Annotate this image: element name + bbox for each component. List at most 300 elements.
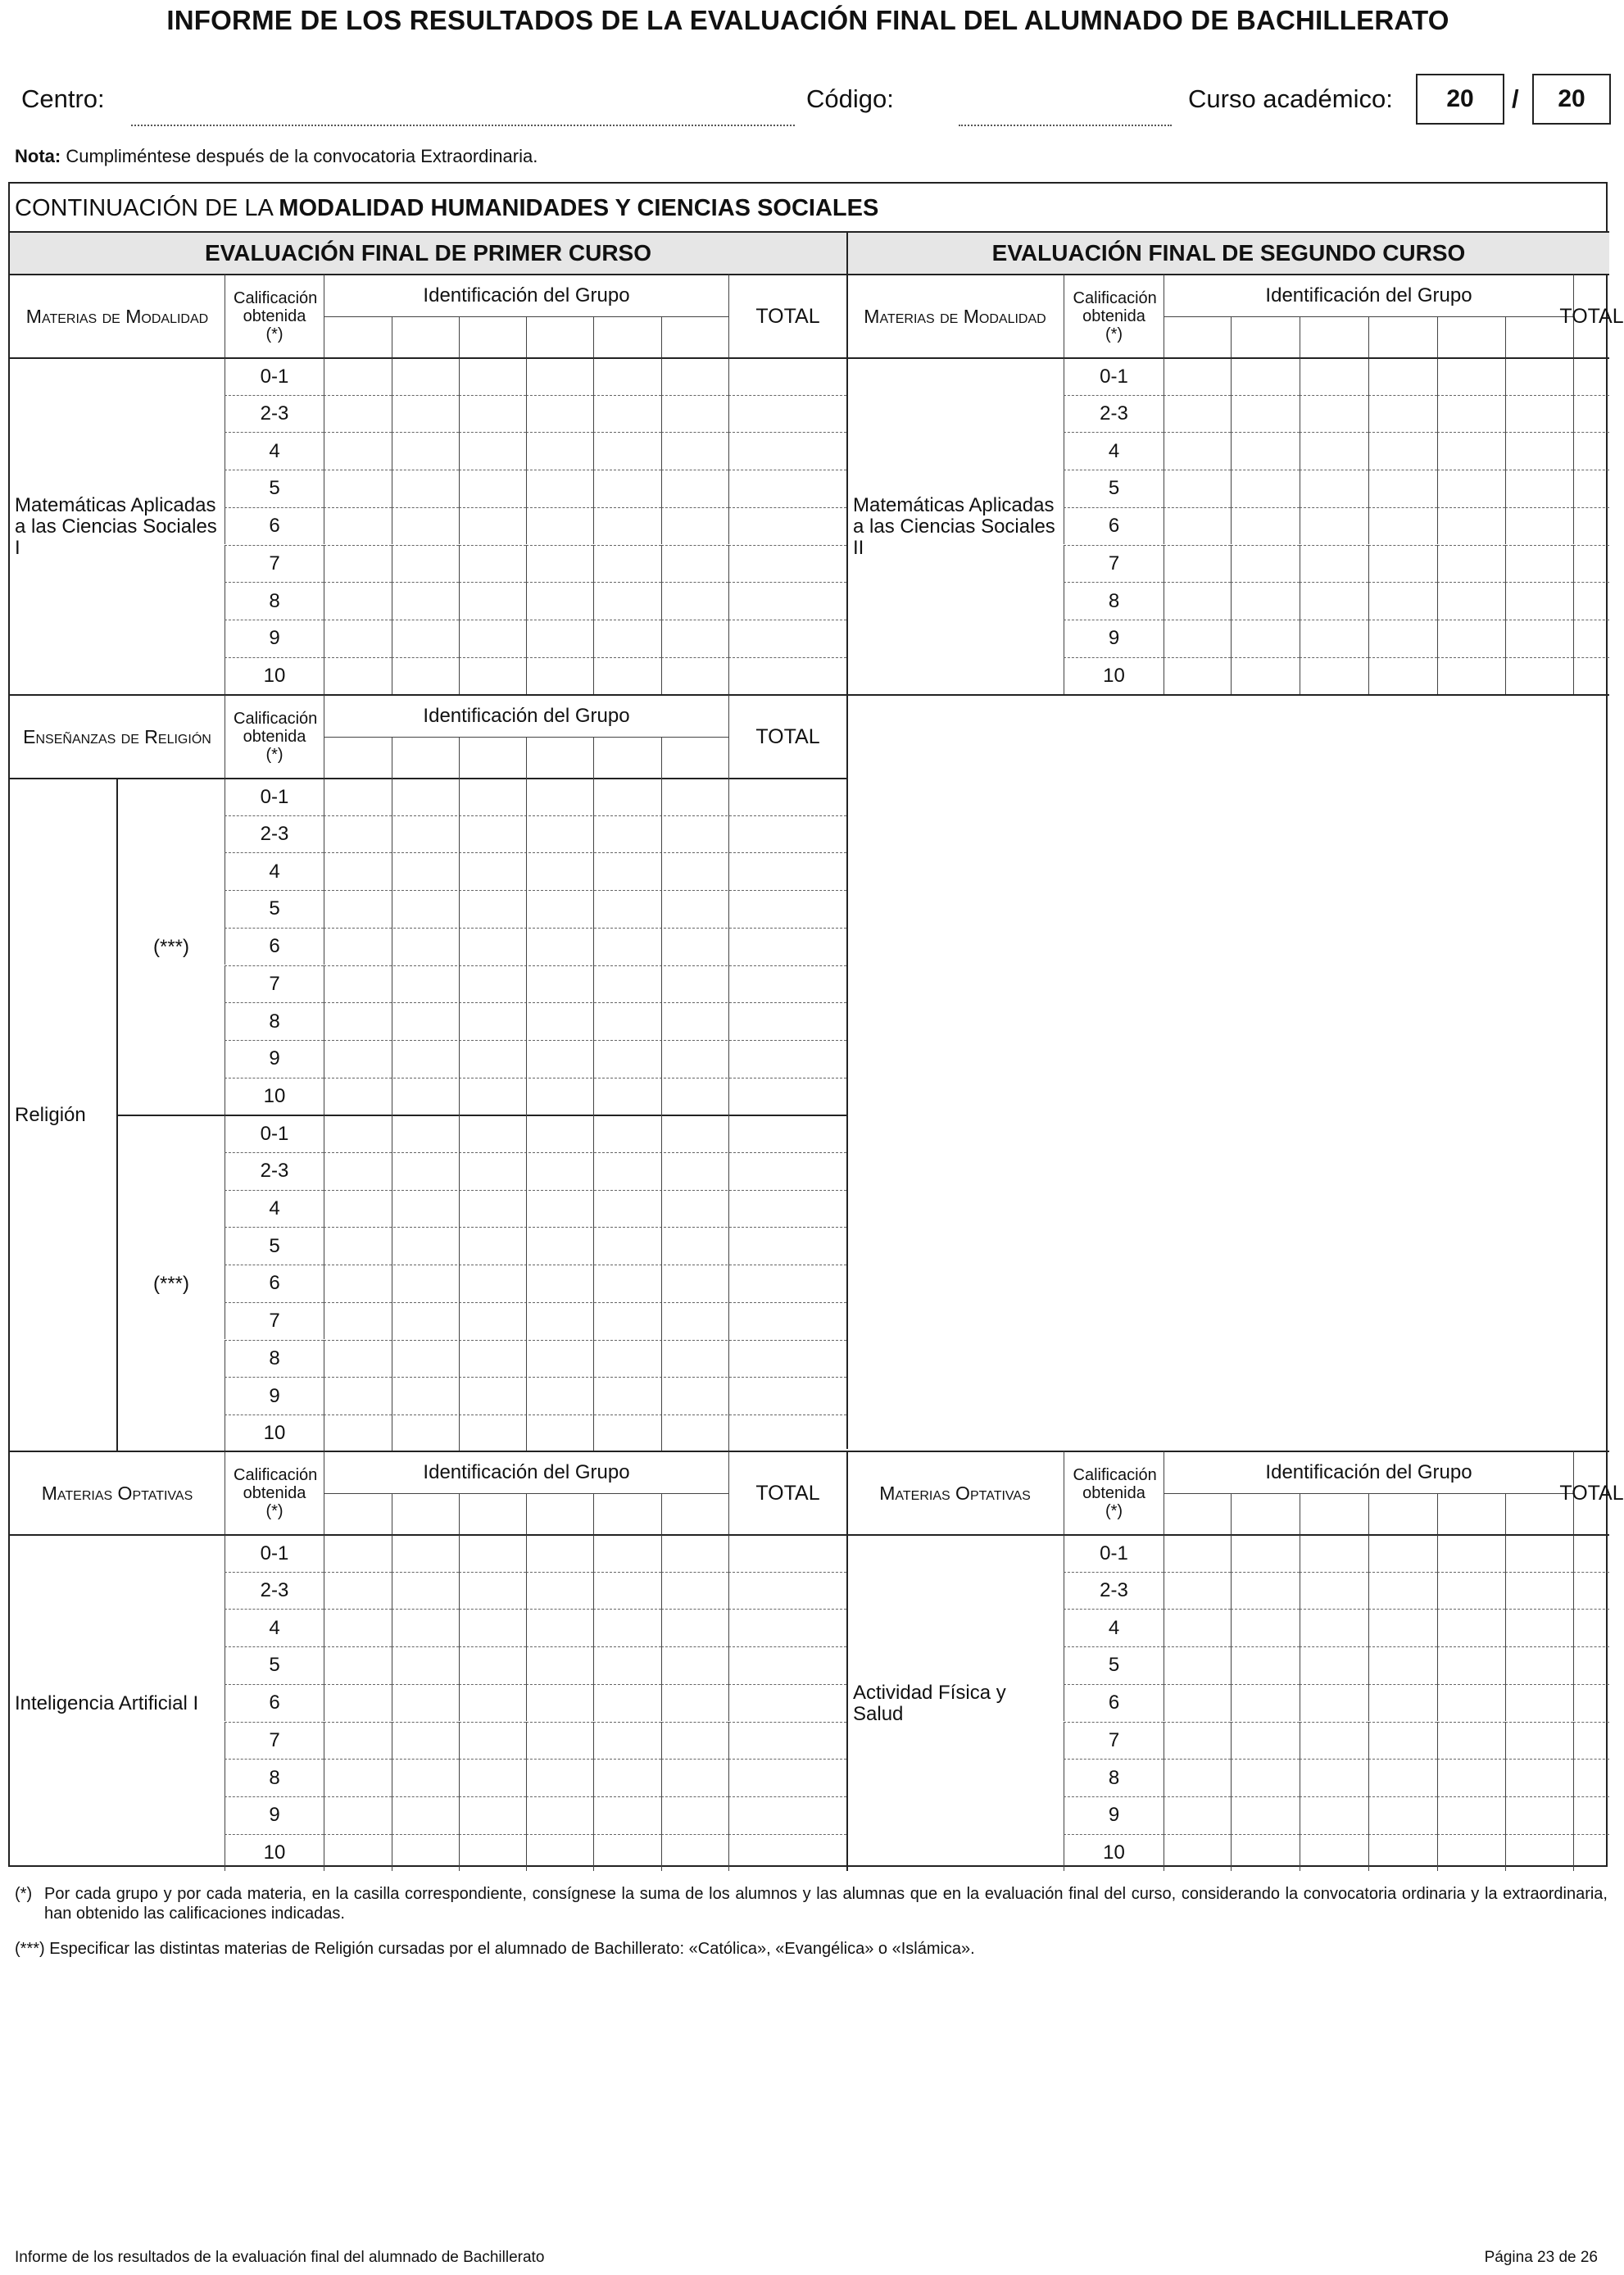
modalidad-1-cell[interactable] (392, 357, 459, 395)
modalidad-2-cell[interactable] (1164, 657, 1231, 695)
modalidad-2-cell[interactable] (1231, 357, 1300, 395)
modalidad-1-cell[interactable] (459, 657, 526, 695)
optativa-2-cell[interactable] (1368, 1572, 1437, 1610)
optativa-2-cell[interactable] (1505, 1572, 1573, 1610)
modalidad-1-cell[interactable] (526, 582, 593, 620)
optativa-2-cell[interactable] (1164, 1646, 1231, 1684)
modalidad-1-cell[interactable] (392, 507, 459, 545)
modalidad-1-cell[interactable] (392, 470, 459, 507)
modalidad-2-cell[interactable] (1437, 470, 1505, 507)
modalidad-2-cell[interactable] (1368, 620, 1437, 657)
optativa-2-cell[interactable] (1437, 1609, 1505, 1646)
optativa-2-cell[interactable] (1368, 1534, 1437, 1572)
modalidad-2-cell[interactable] (1505, 620, 1573, 657)
modalidad-1-cell[interactable] (526, 545, 593, 583)
optativa-1-cell[interactable] (392, 1572, 459, 1610)
modalidad-2-cell[interactable] (1505, 470, 1573, 507)
optativa-2-cell[interactable] (1437, 1684, 1505, 1722)
modalidad-2-cell[interactable] (1505, 657, 1573, 695)
optativa-1-cell[interactable] (593, 1684, 661, 1722)
modalidad-2-cell[interactable] (1231, 657, 1300, 695)
optativa-1-total-cell[interactable] (728, 1796, 846, 1834)
optativa-1-cell[interactable] (392, 1609, 459, 1646)
optativa-2-cell[interactable] (1231, 1534, 1300, 1572)
modalidad-1-cell[interactable] (324, 432, 392, 470)
religion-row-cells[interactable] (324, 815, 846, 853)
modalidad-2-group-col-2[interactable] (1231, 316, 1300, 357)
optativa-2-cell[interactable] (1368, 1796, 1437, 1834)
optativa-2-cell[interactable] (1231, 1609, 1300, 1646)
optativa-2-cell[interactable] (1505, 1834, 1573, 1872)
modalidad-2-total-cell[interactable] (1573, 432, 1609, 470)
optativa-2-cell[interactable] (1231, 1834, 1300, 1872)
optativa-1-cell[interactable] (459, 1684, 526, 1722)
modalidad-2-cell[interactable] (1505, 545, 1573, 583)
optativa-2-cell[interactable] (1300, 1646, 1368, 1684)
modalidad-1-cell[interactable] (661, 432, 728, 470)
optativa-2-cell[interactable] (1231, 1759, 1300, 1796)
modalidad-2-cell[interactable] (1437, 432, 1505, 470)
modalidad-1-cell[interactable] (459, 620, 526, 657)
modalidad-2-cell[interactable] (1437, 620, 1505, 657)
optativa-2-total-cell[interactable] (1573, 1609, 1609, 1646)
religion-group-col-2[interactable] (392, 737, 459, 778)
religion-row-cells[interactable] (324, 1040, 846, 1078)
optativa-1-cell[interactable] (661, 1684, 728, 1722)
modalidad-2-cell[interactable] (1164, 620, 1231, 657)
optativa-1-cell[interactable] (459, 1646, 526, 1684)
optativa-1-cell[interactable] (392, 1684, 459, 1722)
optativa-1-cell[interactable] (593, 1646, 661, 1684)
optativa-1-total-cell[interactable] (728, 1834, 846, 1872)
optativa-1-total-cell[interactable] (728, 1609, 846, 1646)
optativa-1-cell[interactable] (392, 1796, 459, 1834)
optativa-1-group-col-3[interactable] (459, 1493, 526, 1534)
optativa-1-cell[interactable] (526, 1759, 593, 1796)
optativa-2-cell[interactable] (1505, 1534, 1573, 1572)
modalidad-2-cell[interactable] (1164, 432, 1231, 470)
centro-field[interactable] (131, 125, 795, 126)
optativa-1-cell[interactable] (526, 1796, 593, 1834)
optativa-2-cell[interactable] (1300, 1796, 1368, 1834)
modalidad-1-cell[interactable] (526, 470, 593, 507)
modalidad-2-group-col-3[interactable] (1300, 316, 1368, 357)
modalidad-1-cell[interactable] (459, 582, 526, 620)
modalidad-2-cell[interactable] (1300, 657, 1368, 695)
modalidad-2-cell[interactable] (1368, 657, 1437, 695)
optativa-1-total-cell[interactable] (728, 1722, 846, 1760)
optativa-2-total-cell[interactable] (1573, 1572, 1609, 1610)
modalidad-2-cell[interactable] (1231, 545, 1300, 583)
optativa-2-cell[interactable] (1505, 1722, 1573, 1760)
modalidad-2-cell[interactable] (1164, 395, 1231, 433)
modalidad-2-total-cell[interactable] (1573, 507, 1609, 545)
religion-group-col-4[interactable] (526, 737, 593, 778)
optativa-2-cell[interactable] (1300, 1834, 1368, 1872)
modalidad-1-cell[interactable] (459, 470, 526, 507)
religion-group-col-3[interactable] (459, 737, 526, 778)
modalidad-1-cell[interactable] (593, 432, 661, 470)
optativa-2-cell[interactable] (1231, 1684, 1300, 1722)
optativa-1-cell[interactable] (459, 1759, 526, 1796)
optativa-1-cell[interactable] (392, 1646, 459, 1684)
modalidad-2-group-col-4[interactable] (1368, 316, 1437, 357)
optativa-2-cell[interactable] (1300, 1759, 1368, 1796)
religion-row-cells[interactable] (324, 1340, 846, 1378)
modalidad-1-cell[interactable] (392, 620, 459, 657)
optativa-1-cell[interactable] (661, 1609, 728, 1646)
modalidad-2-cell[interactable] (1368, 432, 1437, 470)
optativa-1-group-col-2[interactable] (392, 1493, 459, 1534)
optativa-1-cell[interactable] (392, 1534, 459, 1572)
modalidad-1-cell[interactable] (392, 432, 459, 470)
religion-group-col-6[interactable] (661, 737, 728, 778)
modalidad-2-cell[interactable] (1300, 432, 1368, 470)
codigo-field[interactable] (959, 125, 1172, 126)
modalidad-1-cell[interactable] (324, 395, 392, 433)
modalidad-1-cell[interactable] (324, 357, 392, 395)
optativa-2-cell[interactable] (1437, 1834, 1505, 1872)
modalidad-1-cell[interactable] (661, 357, 728, 395)
optativa-1-cell[interactable] (526, 1534, 593, 1572)
optativa-1-cell[interactable] (593, 1609, 661, 1646)
modalidad-2-cell[interactable] (1300, 507, 1368, 545)
optativa-2-cell[interactable] (1368, 1834, 1437, 1872)
religion-row-cells[interactable] (324, 1227, 846, 1265)
modalidad-1-cell[interactable] (459, 507, 526, 545)
optativa-1-cell[interactable] (593, 1834, 661, 1872)
religion-row-cells[interactable] (324, 965, 846, 1003)
modalidad-2-group-col-5[interactable] (1437, 316, 1505, 357)
optativa-1-cell[interactable] (593, 1722, 661, 1760)
year-end-field[interactable]: 20 (1532, 74, 1611, 125)
optativa-1-cell[interactable] (593, 1796, 661, 1834)
modalidad-1-total-cell[interactable] (728, 657, 846, 695)
modalidad-1-cell[interactable] (459, 357, 526, 395)
optativa-1-cell[interactable] (459, 1796, 526, 1834)
religion-row-cells[interactable] (324, 890, 846, 928)
optativa-2-cell[interactable] (1368, 1684, 1437, 1722)
modalidad-2-total-cell[interactable] (1573, 395, 1609, 433)
optativa-1-cell[interactable] (661, 1534, 728, 1572)
modalidad-1-cell[interactable] (661, 545, 728, 583)
optativa-2-total-cell[interactable] (1573, 1834, 1609, 1872)
optativa-1-cell[interactable] (392, 1759, 459, 1796)
optativa-2-total-cell[interactable] (1573, 1684, 1609, 1722)
optativa-1-cell[interactable] (324, 1534, 392, 1572)
modalidad-1-cell[interactable] (593, 470, 661, 507)
religion-row-cells[interactable] (324, 1190, 846, 1228)
modalidad-2-cell[interactable] (1231, 620, 1300, 657)
modalidad-1-cell[interactable] (459, 545, 526, 583)
optativa-1-cell[interactable] (324, 1646, 392, 1684)
modalidad-2-cell[interactable] (1368, 395, 1437, 433)
optativa-2-cell[interactable] (1231, 1722, 1300, 1760)
optativa-1-group-col-4[interactable] (526, 1493, 593, 1534)
optativa-2-group-col-3[interactable] (1300, 1493, 1368, 1534)
optativa-2-cell[interactable] (1505, 1609, 1573, 1646)
religion-row-cells[interactable] (324, 1002, 846, 1040)
optativa-1-cell[interactable] (661, 1796, 728, 1834)
modalidad-1-group-col-1[interactable] (324, 316, 392, 357)
modalidad-1-cell[interactable] (324, 470, 392, 507)
modalidad-2-group-col-1[interactable] (1164, 316, 1231, 357)
religion-row-cells[interactable] (324, 1078, 846, 1115)
religion-row-cells[interactable] (324, 778, 846, 815)
religion-row-cells[interactable] (324, 1115, 846, 1152)
modalidad-1-cell[interactable] (526, 357, 593, 395)
optativa-1-cell[interactable] (459, 1534, 526, 1572)
modalidad-2-cell[interactable] (1231, 507, 1300, 545)
optativa-2-cell[interactable] (1505, 1759, 1573, 1796)
optativa-1-total-cell[interactable] (728, 1646, 846, 1684)
religion-row-cells[interactable] (324, 852, 846, 890)
optativa-2-cell[interactable] (1164, 1759, 1231, 1796)
optativa-1-group-col-6[interactable] (661, 1493, 728, 1534)
optativa-1-cell[interactable] (324, 1834, 392, 1872)
modalidad-1-total-cell[interactable] (728, 395, 846, 433)
optativa-2-cell[interactable] (1437, 1759, 1505, 1796)
modalidad-1-group-col-6[interactable] (661, 316, 728, 357)
modalidad-2-cell[interactable] (1368, 357, 1437, 395)
optativa-1-cell[interactable] (661, 1722, 728, 1760)
modalidad-1-cell[interactable] (593, 395, 661, 433)
optativa-2-cell[interactable] (1300, 1684, 1368, 1722)
modalidad-1-cell[interactable] (526, 620, 593, 657)
optativa-2-cell[interactable] (1300, 1534, 1368, 1572)
modalidad-2-total-cell[interactable] (1573, 545, 1609, 583)
modalidad-2-cell[interactable] (1300, 545, 1368, 583)
optativa-2-cell[interactable] (1164, 1796, 1231, 1834)
religion-row-cells[interactable] (324, 1414, 846, 1452)
optativa-2-cell[interactable] (1437, 1646, 1505, 1684)
modalidad-1-cell[interactable] (459, 395, 526, 433)
modalidad-1-group-col-3[interactable] (459, 316, 526, 357)
optativa-2-cell[interactable] (1368, 1759, 1437, 1796)
modalidad-2-cell[interactable] (1437, 582, 1505, 620)
optativa-2-cell[interactable] (1231, 1796, 1300, 1834)
optativa-2-cell[interactable] (1300, 1572, 1368, 1610)
optativa-2-cell[interactable] (1164, 1534, 1231, 1572)
religion-row-cells[interactable] (324, 1377, 846, 1414)
modalidad-1-total-cell[interactable] (728, 620, 846, 657)
modalidad-1-group-col-4[interactable] (526, 316, 593, 357)
optativa-1-cell[interactable] (459, 1834, 526, 1872)
modalidad-2-cell[interactable] (1437, 545, 1505, 583)
optativa-2-cell[interactable] (1437, 1572, 1505, 1610)
modalidad-1-cell[interactable] (324, 545, 392, 583)
modalidad-1-total-cell[interactable] (728, 507, 846, 545)
optativa-1-cell[interactable] (324, 1684, 392, 1722)
optativa-2-cell[interactable] (1231, 1572, 1300, 1610)
modalidad-2-cell[interactable] (1505, 432, 1573, 470)
modalidad-2-cell[interactable] (1164, 470, 1231, 507)
optativa-2-cell[interactable] (1368, 1609, 1437, 1646)
optativa-1-cell[interactable] (324, 1759, 392, 1796)
optativa-2-group-col-4[interactable] (1368, 1493, 1437, 1534)
optativa-1-cell[interactable] (593, 1759, 661, 1796)
modalidad-1-cell[interactable] (526, 395, 593, 433)
optativa-1-total-cell[interactable] (728, 1534, 846, 1572)
modalidad-1-cell[interactable] (661, 470, 728, 507)
modalidad-2-cell[interactable] (1437, 657, 1505, 695)
modalidad-2-cell[interactable] (1368, 507, 1437, 545)
modalidad-1-cell[interactable] (324, 582, 392, 620)
modalidad-1-cell[interactable] (593, 545, 661, 583)
optativa-1-cell[interactable] (526, 1684, 593, 1722)
modalidad-2-cell[interactable] (1300, 357, 1368, 395)
optativa-1-cell[interactable] (661, 1834, 728, 1872)
modalidad-2-cell[interactable] (1437, 357, 1505, 395)
religion-row-cells[interactable] (324, 1302, 846, 1340)
modalidad-2-cell[interactable] (1300, 620, 1368, 657)
optativa-2-cell[interactable] (1164, 1722, 1231, 1760)
religion-row-cells[interactable] (324, 1152, 846, 1190)
modalidad-2-cell[interactable] (1505, 395, 1573, 433)
modalidad-2-total-cell[interactable] (1573, 620, 1609, 657)
modalidad-1-cell[interactable] (593, 357, 661, 395)
optativa-2-total-cell[interactable] (1573, 1722, 1609, 1760)
optativa-2-total-cell[interactable] (1573, 1534, 1609, 1572)
modalidad-1-total-cell[interactable] (728, 470, 846, 507)
optativa-1-cell[interactable] (324, 1572, 392, 1610)
optativa-2-group-col-5[interactable] (1437, 1493, 1505, 1534)
modalidad-1-cell[interactable] (324, 657, 392, 695)
modalidad-1-cell[interactable] (593, 582, 661, 620)
optativa-1-cell[interactable] (526, 1609, 593, 1646)
modalidad-1-group-col-5[interactable] (593, 316, 661, 357)
modalidad-1-cell[interactable] (593, 657, 661, 695)
modalidad-2-cell[interactable] (1164, 507, 1231, 545)
optativa-2-cell[interactable] (1437, 1722, 1505, 1760)
modalidad-2-cell[interactable] (1300, 582, 1368, 620)
optativa-2-cell[interactable] (1164, 1609, 1231, 1646)
optativa-2-cell[interactable] (1300, 1722, 1368, 1760)
optativa-1-cell[interactable] (526, 1572, 593, 1610)
modalidad-1-cell[interactable] (661, 395, 728, 433)
modalidad-2-cell[interactable] (1368, 470, 1437, 507)
optativa-2-cell[interactable] (1368, 1722, 1437, 1760)
optativa-1-total-cell[interactable] (728, 1684, 846, 1722)
optativa-1-cell[interactable] (324, 1796, 392, 1834)
optativa-2-group-col-2[interactable] (1231, 1493, 1300, 1534)
modalidad-2-cell[interactable] (1505, 507, 1573, 545)
modalidad-1-cell[interactable] (661, 620, 728, 657)
modalidad-1-total-cell[interactable] (728, 357, 846, 395)
modalidad-1-cell[interactable] (593, 507, 661, 545)
optativa-1-cell[interactable] (526, 1834, 593, 1872)
modalidad-1-cell[interactable] (459, 432, 526, 470)
optativa-2-cell[interactable] (1368, 1646, 1437, 1684)
modalidad-2-cell[interactable] (1164, 545, 1231, 583)
modalidad-1-total-cell[interactable] (728, 432, 846, 470)
modalidad-2-total-cell[interactable] (1573, 582, 1609, 620)
optativa-1-cell[interactable] (324, 1722, 392, 1760)
modalidad-2-cell[interactable] (1164, 357, 1231, 395)
religion-group-col-1[interactable] (324, 737, 392, 778)
optativa-2-cell[interactable] (1164, 1834, 1231, 1872)
optativa-2-cell[interactable] (1437, 1796, 1505, 1834)
optativa-2-cell[interactable] (1505, 1796, 1573, 1834)
modalidad-2-cell[interactable] (1437, 395, 1505, 433)
modalidad-2-cell[interactable] (1368, 545, 1437, 583)
modalidad-1-group-col-2[interactable] (392, 316, 459, 357)
modalidad-2-total-cell[interactable] (1573, 357, 1609, 395)
optativa-1-cell[interactable] (459, 1722, 526, 1760)
optativa-1-cell[interactable] (324, 1609, 392, 1646)
modalidad-1-cell[interactable] (324, 507, 392, 545)
modalidad-1-cell[interactable] (661, 507, 728, 545)
modalidad-1-total-cell[interactable] (728, 582, 846, 620)
optativa-2-cell[interactable] (1164, 1684, 1231, 1722)
modalidad-1-cell[interactable] (392, 545, 459, 583)
optativa-1-cell[interactable] (392, 1834, 459, 1872)
optativa-1-total-cell[interactable] (728, 1759, 846, 1796)
modalidad-2-cell[interactable] (1505, 582, 1573, 620)
modalidad-2-cell[interactable] (1231, 432, 1300, 470)
religion-row-cells[interactable] (324, 1265, 846, 1302)
modalidad-1-cell[interactable] (526, 507, 593, 545)
optativa-1-cell[interactable] (459, 1572, 526, 1610)
modalidad-2-total-cell[interactable] (1573, 657, 1609, 695)
modalidad-2-cell[interactable] (1437, 507, 1505, 545)
modalidad-2-cell[interactable] (1231, 395, 1300, 433)
optativa-1-cell[interactable] (661, 1646, 728, 1684)
modalidad-2-cell[interactable] (1164, 582, 1231, 620)
modalidad-1-cell[interactable] (593, 620, 661, 657)
optativa-2-cell[interactable] (1300, 1609, 1368, 1646)
modalidad-2-cell[interactable] (1505, 357, 1573, 395)
optativa-2-cell[interactable] (1437, 1534, 1505, 1572)
modalidad-2-total-cell[interactable] (1573, 470, 1609, 507)
modalidad-2-cell[interactable] (1300, 470, 1368, 507)
modalidad-2-cell[interactable] (1300, 395, 1368, 433)
optativa-2-total-cell[interactable] (1573, 1796, 1609, 1834)
optativa-2-cell[interactable] (1164, 1572, 1231, 1610)
optativa-2-group-col-1[interactable] (1164, 1493, 1231, 1534)
optativa-1-cell[interactable] (593, 1572, 661, 1610)
optativa-1-group-col-5[interactable] (593, 1493, 661, 1534)
modalidad-1-cell[interactable] (526, 657, 593, 695)
modalidad-1-cell[interactable] (661, 582, 728, 620)
year-start-field[interactable]: 20 (1416, 74, 1504, 125)
optativa-1-group-col-1[interactable] (324, 1493, 392, 1534)
optativa-1-cell[interactable] (459, 1609, 526, 1646)
modalidad-1-cell[interactable] (324, 620, 392, 657)
optativa-1-total-cell[interactable] (728, 1572, 846, 1610)
optativa-2-total-cell[interactable] (1573, 1646, 1609, 1684)
optativa-2-total-cell[interactable] (1573, 1759, 1609, 1796)
modalidad-1-cell[interactable] (392, 582, 459, 620)
optativa-1-cell[interactable] (593, 1534, 661, 1572)
modalidad-2-cell[interactable] (1231, 582, 1300, 620)
optativa-2-cell[interactable] (1231, 1646, 1300, 1684)
religion-group-col-5[interactable] (593, 737, 661, 778)
optativa-2-cell[interactable] (1505, 1684, 1573, 1722)
religion-row-cells[interactable] (324, 928, 846, 965)
optativa-1-cell[interactable] (526, 1646, 593, 1684)
modalidad-2-cell[interactable] (1231, 470, 1300, 507)
modalidad-1-cell[interactable] (661, 657, 728, 695)
modalidad-2-cell[interactable] (1368, 582, 1437, 620)
modalidad-1-cell[interactable] (526, 432, 593, 470)
optativa-1-cell[interactable] (661, 1572, 728, 1610)
optativa-1-cell[interactable] (661, 1759, 728, 1796)
modalidad-1-total-cell[interactable] (728, 545, 846, 583)
modalidad-1-cell[interactable] (392, 657, 459, 695)
optativa-2-cell[interactable] (1505, 1646, 1573, 1684)
modalidad-1-cell[interactable] (392, 395, 459, 433)
